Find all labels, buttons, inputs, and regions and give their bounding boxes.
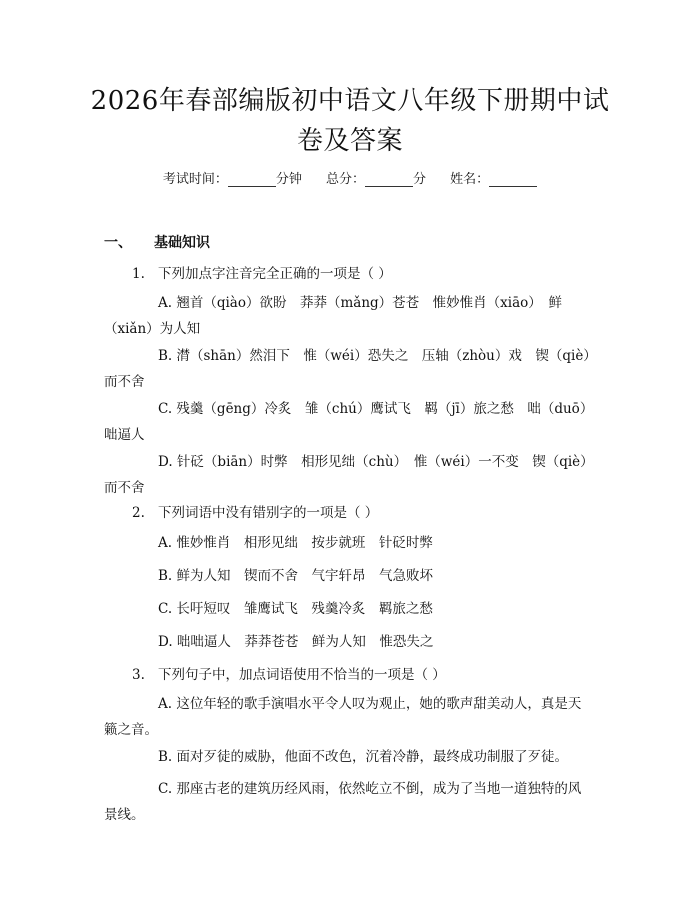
option-line-1: A. 这位年轻的歌手演唱水平令人叹为观止，她的歌声甜美动人，真是天 <box>158 696 582 712</box>
q2-option-c: C. 长吁短叹 雏鹰试飞 残羹冷炙 羁旅之愁 <box>158 601 433 617</box>
question-text: 下列词语中没有错别字的一项是（ ） <box>158 505 379 521</box>
question-number: 2. <box>132 505 145 521</box>
time-field <box>163 172 302 187</box>
page-title-line-1: 2026年春部编版初中语文八年级下册期中试 <box>90 86 610 116</box>
name-field <box>450 172 537 187</box>
q2-option-b: B. 鲜为人知 锲而不舍 气宇轩昂 气急败坏 <box>158 568 434 584</box>
q3-option-a <box>104 691 600 743</box>
option-line-1: B. 面对歹徒的威胁，他面不改色，沉着冷静，最终成功制服了歹徒。 <box>158 749 569 765</box>
score-field <box>326 172 426 187</box>
question-2 <box>132 501 378 521</box>
score-blank <box>365 174 413 187</box>
time-blank <box>228 174 276 187</box>
q1-option-d <box>104 449 600 501</box>
question-text: 下列加点字注音完全正确的一项是（ ） <box>158 266 392 282</box>
question-3 <box>132 663 446 683</box>
page-title-line-2: 卷及答案 <box>296 126 403 156</box>
time-unit: 分钟 <box>275 172 302 187</box>
q3-option-b <box>104 744 600 770</box>
option-line-2: 咄逼人 <box>104 427 145 443</box>
name-label: 姓名： <box>450 172 490 187</box>
name-blank <box>489 174 537 187</box>
question-text: 下列句子中，加点词语使用不恰当的一项是（ ） <box>158 667 446 683</box>
section-title: 基础知识 <box>154 235 210 251</box>
exam-info <box>0 168 700 187</box>
q3-option-c <box>104 776 600 828</box>
option-line-1: B. 潸（shān）然泪下 惟（wéi）恐失之 压轴（zhòu）戏 锲（qiè） <box>158 348 597 364</box>
question-number: 3. <box>132 667 145 683</box>
option-line-1: C. 那座古老的建筑历经风雨，依然屹立不倒，成为了当地一道独特的风 <box>158 781 582 797</box>
option-line-1: D. 针砭（biān）时弊 相形见绌（chù） 惟（wéi）一不变 锲（qiè） <box>158 454 594 470</box>
q1-option-b <box>104 343 600 395</box>
section-number: 一、 <box>104 235 132 251</box>
q2-option-a: A. 惟妙惟肖 相形见绌 按步就班 针砭时弊 <box>158 535 433 551</box>
score-label: 总分： <box>325 172 365 187</box>
q2-option-d: D. 咄咄逼人 莽莽苍苍 鲜为人知 惟恐失之 <box>158 634 434 650</box>
option-line-2: 而不舍 <box>104 480 145 496</box>
option-line-1: A. 翘首（qiào）欲盼 莽莽（mǎng）苍苍 惟妙惟肖（xiāo） 鲜 <box>158 295 563 311</box>
option-line-2: 籁之音。 <box>104 722 158 738</box>
score-unit: 分 <box>413 172 427 187</box>
time-label: 考试时间： <box>162 172 228 187</box>
option-line-2: 而不舍 <box>104 374 145 390</box>
option-line-2: （xiǎn）为人知 <box>104 321 201 337</box>
option-line-1: C. 残羹（gēng）冷炙 雏（chú）鹰试飞 羁（jī）旅之愁 咄（duō） <box>158 401 594 417</box>
question-number: 1. <box>132 266 145 282</box>
question-1 <box>132 262 392 282</box>
q1-option-a <box>104 290 600 342</box>
option-line-2: 景线。 <box>104 807 145 823</box>
section-heading <box>104 232 210 252</box>
q1-option-c <box>104 396 600 448</box>
